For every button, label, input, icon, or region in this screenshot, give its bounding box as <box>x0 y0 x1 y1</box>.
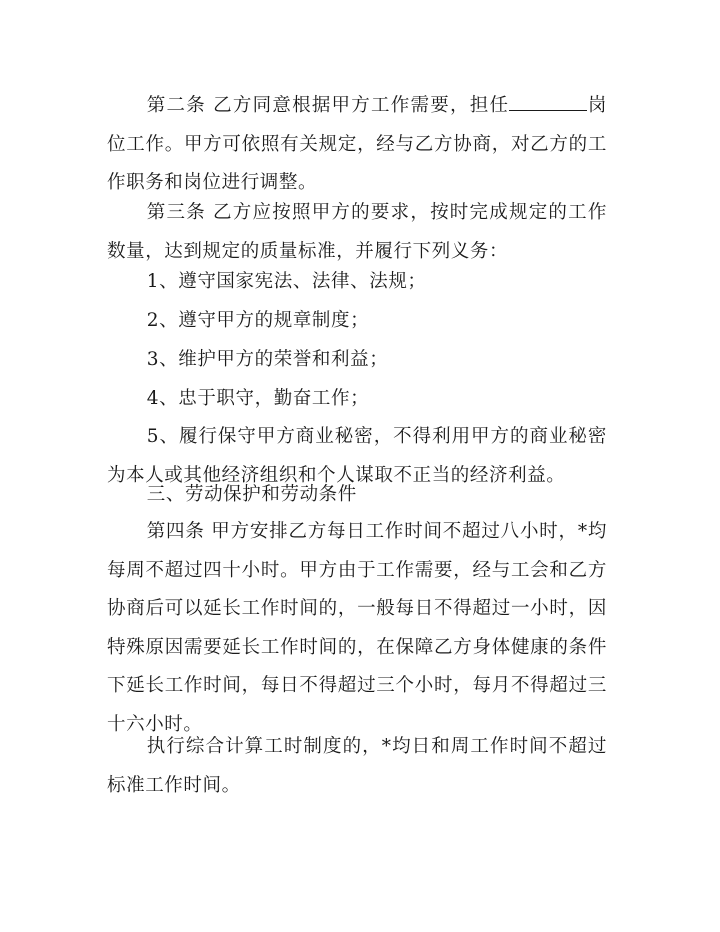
article-4-paragraph: 第四条 甲方安排乙方每日工作时间不超过八小时，*均每周不超过四十小时。甲方由于工作需要，经与工会和乙方协商后可以延长工作时间的，一般每日不得超过一小时，因特殊原因需要延长工作时间的，在保障乙方身体健康的条件下延长工作时间，每日不得超过三个小时，每月不得超过三十六小时。 <box>107 521 607 735</box>
section-heading-labor-protection: 三、劳动保护和劳动条件 <box>146 484 357 505</box>
obligation-item-3: 3、维护甲方的荣誉和利益； <box>146 349 389 370</box>
article-2-text-before-blank: 第二条 乙方同意根据甲方工作需要，担任 <box>146 95 510 116</box>
obligation-item-4: 4、忠于职守，勤奋工作； <box>146 388 370 409</box>
article-2-paragraph <box>107 87 607 203</box>
comprehensive-hours-paragraph: 执行综合计算工时制度的，*均日和周工作时间不超过标准工作时间。 <box>107 736 607 796</box>
obligation-item-1: 1、遵守国家宪法、法律、法规； <box>146 271 427 292</box>
obligation-item-5: 5、履行保守甲方商业秘密，不得利用甲方的商业秘密为本人或其他经济组织和个人谋取不正当的经济利益。 <box>107 426 607 486</box>
article-2-text-after-blank: 岗位工作。甲方可依照有关规定，经与乙方协商，对乙方的工作职务和岗位进行调整。 <box>107 95 607 193</box>
article-3-paragraph: 第三条 乙方应按照甲方的要求，按时完成规定的工作数量，达到规定的质量标准，并履行下列义务： <box>107 202 607 262</box>
obligation-item-2: 2、遵守甲方的规章制度； <box>146 310 370 331</box>
position-blank <box>509 94 587 111</box>
